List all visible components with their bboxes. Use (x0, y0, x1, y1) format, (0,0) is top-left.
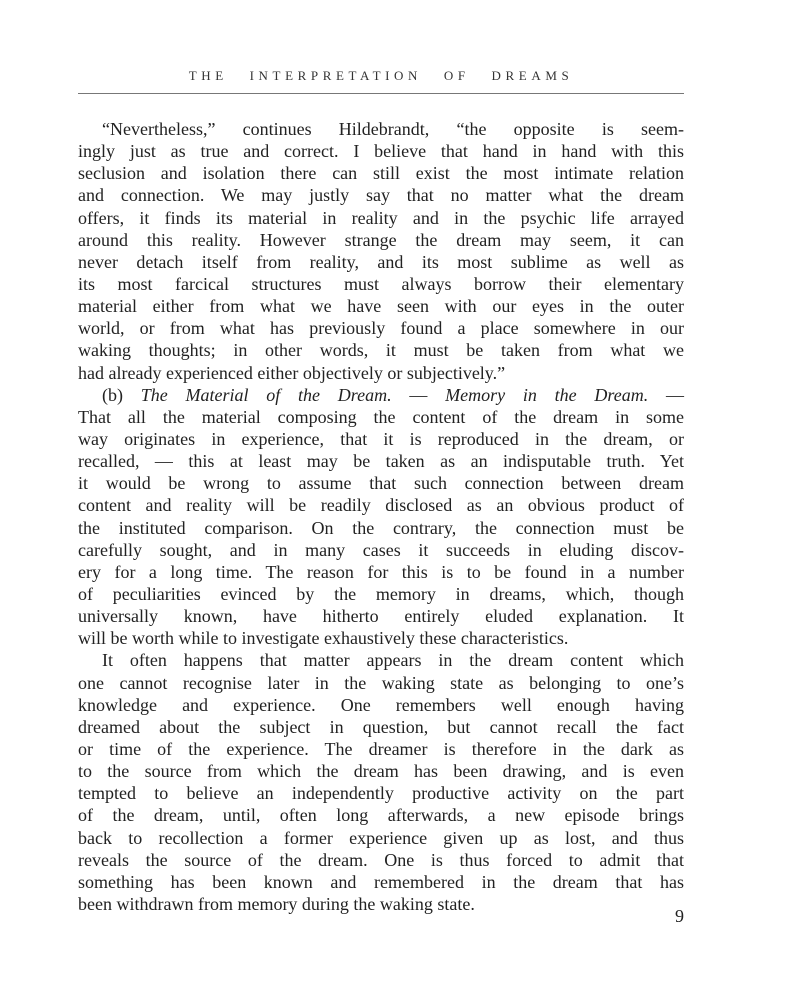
text-line: ingly just as true and correct. I believe that hand in hand with this (78, 141, 684, 162)
text-line: content and reality will be readily disclosed as an obvious product of (78, 495, 684, 516)
section-title: The Material of the Dream. (140, 384, 392, 405)
text-line: one cannot recognise later in the waking state as belonging to one’s (78, 672, 684, 693)
section-subtitle: Memory in the Dream. (445, 384, 649, 405)
paragraph-quote (78, 118, 684, 384)
dash: — (409, 384, 428, 405)
text-line: ery for a long time. The reason for this is to be found in a number (78, 561, 684, 582)
text-line: world, or from what has previously found a place somewhere in our (78, 318, 684, 339)
section-heading-line (78, 384, 684, 406)
section-label: (b) (102, 384, 123, 405)
text-line: around this reality. However strange the dream may seem, it can (78, 229, 684, 250)
text-line: something has been known and remembered in the dream that has (78, 871, 684, 892)
text-line: had already experienced either objectively or subjectively.” (78, 362, 506, 383)
page-number: 9 (675, 906, 684, 926)
text-line: been withdrawn from memory during the waking state. (78, 893, 475, 914)
text-line: or time of the experience. The dreamer is therefore in the dark as (78, 738, 684, 759)
text-line: and connection. We may justly say that no matter what the dream (78, 185, 684, 206)
text-line: the instituted comparison. On the contrary, the connection must be (78, 517, 684, 538)
text-line: offers, it finds its material in reality and in the psychic life arrayed (78, 207, 684, 228)
text-line: universally known, have hitherto entirely eluded explanation. It (78, 606, 684, 627)
dash: — (666, 384, 685, 405)
text-line: knowledge and experience. One remembers well enough having (78, 694, 684, 715)
page-body (78, 118, 684, 915)
text-line: never detach itself from reality, and its most sublime as well as (78, 251, 684, 272)
running-header: THE INTERPRETATION OF DREAMS (188, 68, 574, 83)
text-line: its most farcical structures must always borrow their elementary (78, 273, 684, 294)
text-line: waking thoughts; in other words, it must be taken from what we (78, 340, 684, 361)
paragraph-material-of-dream (78, 384, 684, 650)
text-line: it would be wrong to assume that such connection between dream (78, 473, 684, 494)
text-line: tempted to believe an independently productive activity on the part (78, 783, 684, 804)
text-line: “Nevertheless,” continues Hildebrandt, “the opposite is seem- (102, 119, 684, 139)
text-line: will be worth while to investigate exhaustively these characteristics. (78, 628, 569, 649)
text-line: of peculiarities evinced by the memory in dreams, which, though (78, 583, 684, 604)
text-line: back to recollection a former experience given up as lost, and thus (78, 827, 684, 848)
text-line: It often happens that matter appears in the dream content which (102, 650, 684, 671)
text-line: material either from what we have seen with our eyes in the outer (78, 296, 684, 317)
paragraph-memory (78, 649, 684, 915)
text-line: to the source from which the dream has been drawing, and is even (78, 761, 684, 782)
text-line: way originates in experience, that it is reproduced in the dream, or (78, 428, 684, 449)
text-line: carefully sought, and in many cases it succeeds in eluding discov- (78, 539, 684, 560)
text-line: of the dream, until, often long afterwards, a new episode brings (78, 805, 684, 826)
text-line: seclusion and isolation there can still exist the most intimate relation (78, 163, 684, 184)
text-line: reveals the source of the dream. One is thus forced to admit that (78, 849, 684, 870)
text-line: dreamed about the subject in question, but cannot recall the fact (78, 716, 684, 737)
text-line: That all the material composing the content of the dream in some (78, 406, 684, 427)
text-line: recalled, — this at least may be taken as an indisputable truth. Yet (78, 451, 684, 472)
header-rule (78, 93, 684, 94)
